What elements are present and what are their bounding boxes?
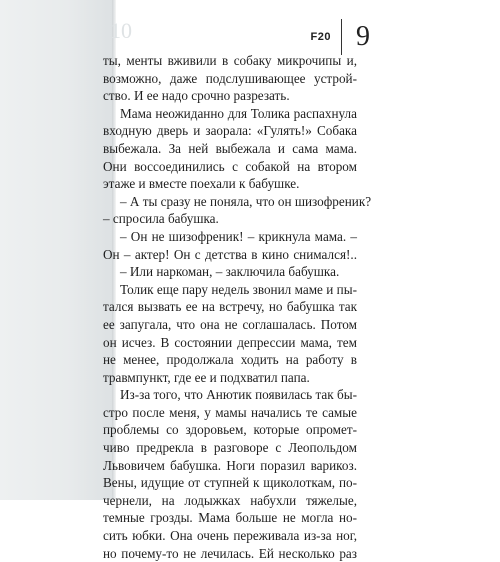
text-line: проблемы со здоровьем, которые опромет- (103, 422, 357, 438)
text-line: Он – актер! Он с детства в кино снимался!.. (103, 246, 357, 262)
text-line: чернели, на лодыжках набухли тяжелые, (103, 492, 357, 508)
text-line: но почему-то не лечилась. Ей несколько раз (103, 545, 357, 561)
text-line: Львовичем бабушка. Ноги поразил варикоз. (103, 457, 357, 473)
header-divider (341, 19, 342, 55)
page-header (311, 17, 370, 57)
text-line: – А ты сразу не поняла, что он шизофреник? (120, 193, 372, 209)
text-line: тался вызвать ее на встречу, но бабушка так (103, 299, 357, 315)
text-line: темные грозды. Мама больше не могла но- (103, 510, 357, 526)
bleed-through-text: 10 (110, 18, 132, 43)
text-line: этаже и вместе поехали к бабушке. (103, 176, 300, 192)
text-line: ее запугала, что она не соглашалась. Потом (103, 316, 357, 332)
text-line: Из-за того, что Анютик появилась так бы- (120, 387, 357, 403)
text-line: входную дверь и заорала: «Гулять!» Собака (103, 123, 357, 139)
text-line: возможно, даже подслушивающее устрой- (103, 70, 357, 86)
page-gutter (0, 0, 112, 500)
text-line: он исчез. В состоянии депрессии мама, тем (103, 334, 357, 350)
text-line: выбежала. За ней выбежала и сама мама. (103, 140, 357, 156)
text-line: чиво предрекла в разговоре с Леопольдом (103, 440, 357, 456)
text-line: Толик еще пару недель звонил маме и пы- (120, 281, 357, 297)
text-line: – Или наркоман, – заключила бабушка. (120, 264, 340, 280)
text-line: Вены, идущие от ступней к щиколоткам, по- (103, 475, 357, 491)
text-line: Мама неожиданно для Толика распахнула (120, 105, 357, 121)
text-line: Они воссоединились с собакой на втором (103, 158, 357, 174)
text-line: не менее, продолжала ходить на работу в (103, 352, 357, 368)
running-head: F20 (310, 31, 331, 43)
page-number: 9 (356, 21, 370, 52)
body-text (103, 52, 372, 562)
text-line: ство. И ее надо срочно разрезать. (103, 88, 290, 104)
text-line: – Он не шизофреник! – крикнула мама. – (120, 228, 357, 244)
text-line: сить юбки. Она очень переживала из-за ног, (103, 528, 357, 544)
text-line: – спросила бабушка. (103, 211, 219, 227)
text-line: ты, менты вживили в собаку микрочипы и, (103, 53, 357, 68)
text-line: травмпункт, где ее и подхватил папа. (103, 369, 310, 385)
text-line: стро после меня, у мамы начались те самые (103, 404, 357, 420)
